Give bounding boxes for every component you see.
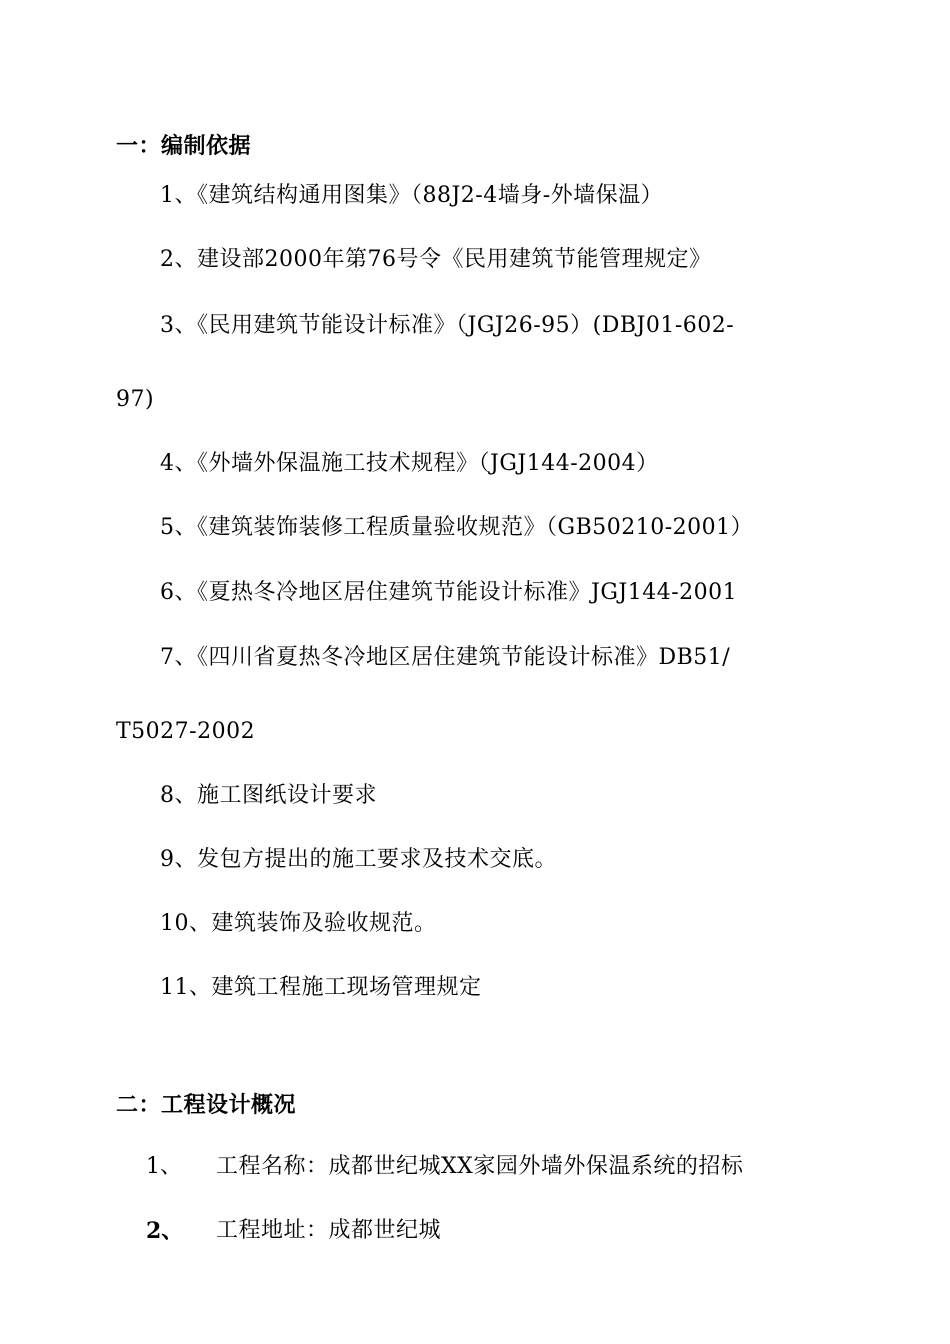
basis-item-3-continued: 97)	[116, 387, 155, 412]
basis-item-3: 3、《民用建筑节能设计标准》（JGJ26-95）(DBJ01-602-	[160, 313, 735, 338]
overview-item-2-text: 工程地址：成都世纪城	[216, 1218, 442, 1243]
basis-item-7-continued: T5027-2002	[116, 719, 256, 744]
section-heading-overview: 二：工程设计概况	[116, 1092, 297, 1118]
basis-item-6: 6、《夏热冬冷地区居住建筑节能设计标准》JGJ144-2001	[160, 580, 738, 605]
basis-item-2: 2、建设部2000年第76号令《民用建筑节能管理规定》	[160, 247, 712, 272]
overview-item-2-number: 2、	[146, 1218, 184, 1244]
overview-item-1-number: 1、	[146, 1154, 182, 1179]
basis-item-1: 1、《建筑结构通用图集》（88J2-4墙身-外墙保温）	[160, 183, 664, 208]
basis-item-11: 11、建筑工程施工现场管理规定	[160, 975, 482, 1000]
basis-item-9: 9、发包方提出的施工要求及技术交底。	[160, 847, 557, 872]
overview-item-1-text: 工程名称：成都世纪城XX家园外墙外保温系统的招标	[216, 1154, 744, 1179]
basis-item-5: 5、《建筑装饰装修工程质量验收规范》（GB50210-2001）	[160, 515, 754, 540]
basis-item-4: 4、《外墙外保温施工技术规程》（JGJ144-2004）	[160, 451, 659, 476]
basis-item-10: 10、建筑装饰及验收规范。	[160, 911, 437, 936]
basis-item-8: 8、施工图纸设计要求	[160, 783, 377, 808]
section-heading-basis: 一：编制依据	[116, 133, 252, 159]
basis-item-7: 7、《四川省夏热冬冷地区居住建筑节能设计标准》DB51/	[160, 645, 731, 670]
